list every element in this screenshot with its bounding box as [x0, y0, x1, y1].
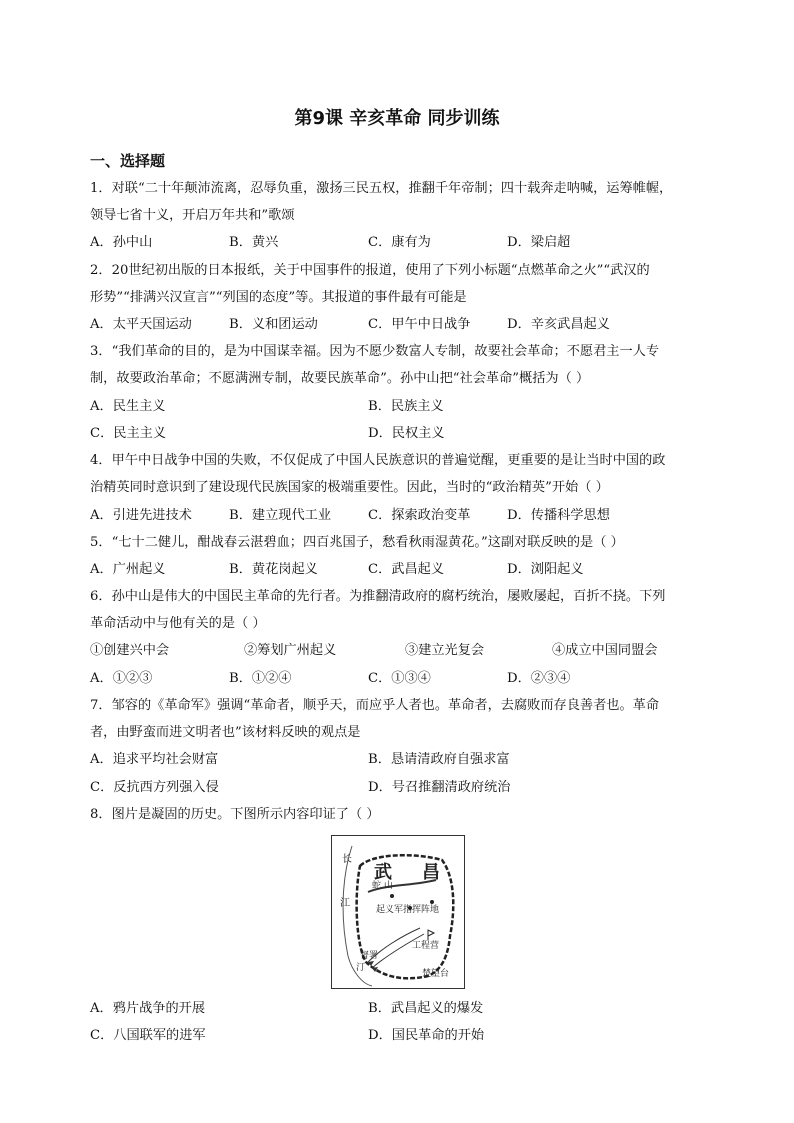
q3-option-b[interactable]: B．民族主义: [368, 399, 444, 414]
q3-stem-line1: 3．“我们革命的目的，是为中国谋幸福。因为不愿少数富人专制，故要社会革命；不愿君主一人专: [90, 344, 660, 359]
q1-option-d[interactable]: D．梁启超: [507, 235, 571, 250]
q2-stem-line2: 形势”“排满兴汉宣言”“列国的态度”等。其报道的事件最有可能是: [90, 290, 467, 305]
map-gate-label-2: 楚望台: [422, 969, 450, 979]
q6-option-a[interactable]: A．①②③: [90, 671, 153, 686]
q6-item-2: ②筹划广州起义: [244, 643, 337, 658]
map-gate-label-1: 督署: [360, 951, 379, 961]
q5-option-c[interactable]: C．武昌起义: [368, 562, 445, 577]
q7-stem-line1: 7．邹容的《革命军》强调“革命者，顺乎天，而应乎人者也。革命者，去腐败而存良善者也。革命: [90, 698, 660, 713]
q3-option-d[interactable]: D．民权主义: [368, 426, 445, 441]
q8-option-a[interactable]: A．鸦片战争的开展: [90, 1001, 206, 1016]
q7-option-c[interactable]: C．反抗西方列强入侵: [90, 780, 219, 795]
map-hill-label: 蛇 山: [372, 881, 393, 891]
map-riverbank-label: 汀: [356, 963, 366, 973]
q5-option-d[interactable]: D．浏阳起义: [507, 562, 584, 577]
q8-option-b[interactable]: B．武昌起义的爆发: [368, 1001, 484, 1016]
q2-stem-line1: 2．20世纪初出版的日本报纸，关于中国事件的报道，使用了下列小标题“点燃革命之火”“武汉的: [90, 263, 650, 278]
q2-option-b[interactable]: B．义和团运动: [229, 317, 318, 332]
q5-stem-line1: 5．“七十二健儿，酣战春云湛碧血；四百兆国子，愁看秋雨湿黄花。”这副对联反映的是（ ）: [90, 535, 624, 550]
q4-option-b[interactable]: B．建立现代工业: [229, 508, 332, 523]
q7-option-d[interactable]: D．号召推翻清政府统治: [368, 780, 511, 795]
position-marker-1: [390, 894, 394, 898]
q4-option-c[interactable]: C．探索政治变革: [368, 508, 471, 523]
q5-option-a[interactable]: A．广州起义: [90, 562, 166, 577]
q2-option-c[interactable]: C．甲午中日战争: [368, 317, 471, 332]
q7-option-a[interactable]: A．追求平均社会财富: [90, 752, 219, 767]
q1-stem-line2: 领导七省十义，开启万年共和”歌颂: [90, 208, 295, 223]
map-river-label-2: 江: [340, 898, 350, 909]
q6-item-1: ①创建兴中会: [90, 643, 170, 658]
q1-stem-line1: 1．对联“二十年颠沛流离，忍辱负重，激扬三民五权，推翻千年帝制；四十载奔走呐喊，运筹帷幄，: [90, 181, 673, 196]
q6-option-b[interactable]: B．①②④: [229, 671, 292, 686]
q5-option-b[interactable]: B．黄花岗起义: [229, 562, 318, 577]
q1-option-c[interactable]: C．康有为: [368, 235, 431, 250]
q6-item-4: ④成立中国同盟会: [552, 643, 658, 658]
q6-option-c[interactable]: C．①③④: [368, 671, 431, 686]
q4-option-a[interactable]: A．引进先进技术: [90, 508, 192, 523]
q1-option-a[interactable]: A．孙中山: [90, 235, 153, 250]
q6-stem-line2: 革命活动中与他有关的是（ ）: [90, 616, 266, 631]
q2-option-d[interactable]: D．辛亥武昌起义: [507, 317, 610, 332]
q6-option-d[interactable]: D．②③④: [507, 671, 571, 686]
map-city-label-1: 武: [374, 862, 392, 883]
q8-option-d[interactable]: D．国民革命的开始: [368, 1028, 485, 1043]
q7-stem-line2: 者，由野蛮而进文明者也”该材料反映的观点是: [90, 725, 361, 740]
wuchang-uprising-map: [331, 835, 465, 989]
map-river-label-1: 长: [342, 854, 352, 865]
q4-stem-line2: 治精英同时意识到了建设现代民族国家的极端重要性。因此，当时的“政治精英”开始（ ）: [90, 480, 609, 495]
q3-stem-line2: 制，故要政治革命；不愿满洲专制，故要民族革命”。孙中山把“社会革命”概括为（ ）: [90, 371, 590, 386]
map-hq-label: 起义军指挥阵地: [376, 905, 440, 915]
map-city-label-2: 昌: [422, 862, 440, 883]
q6-stem-line1: 6．孙中山是伟大的中国民主革命的先行者。为推翻清政府的腐朽统治，屡败屡起，百折不挠。下列: [90, 589, 666, 604]
q3-option-a[interactable]: A．民生主义: [90, 399, 166, 414]
map-camp-label: 工程营: [412, 941, 440, 951]
q2-option-a[interactable]: A．太平天国运动: [90, 317, 192, 332]
page-title: 第9课 辛亥革命 同步训练: [294, 108, 500, 129]
q7-option-b[interactable]: B．恳请清政府自强求富: [368, 752, 510, 767]
q8-option-c[interactable]: C．八国联军的进军: [90, 1028, 206, 1043]
q4-option-d[interactable]: D．传播科学思想: [507, 508, 610, 523]
section-heading: 一、选择题: [90, 152, 166, 170]
q8-stem-line1: 8．图片是凝固的历史。下图所示内容印证了（ ）: [90, 807, 380, 822]
q3-option-c[interactable]: C．民主主义: [90, 426, 167, 441]
q1-option-b[interactable]: B．黄兴: [229, 235, 279, 250]
q4-stem-line1: 4．甲午中日战争中国的失败，不仅促成了中国人民族意识的普遍觉醒，更重要的是让当时中国的政: [90, 453, 666, 468]
q6-item-3: ③建立光复会: [405, 643, 485, 658]
